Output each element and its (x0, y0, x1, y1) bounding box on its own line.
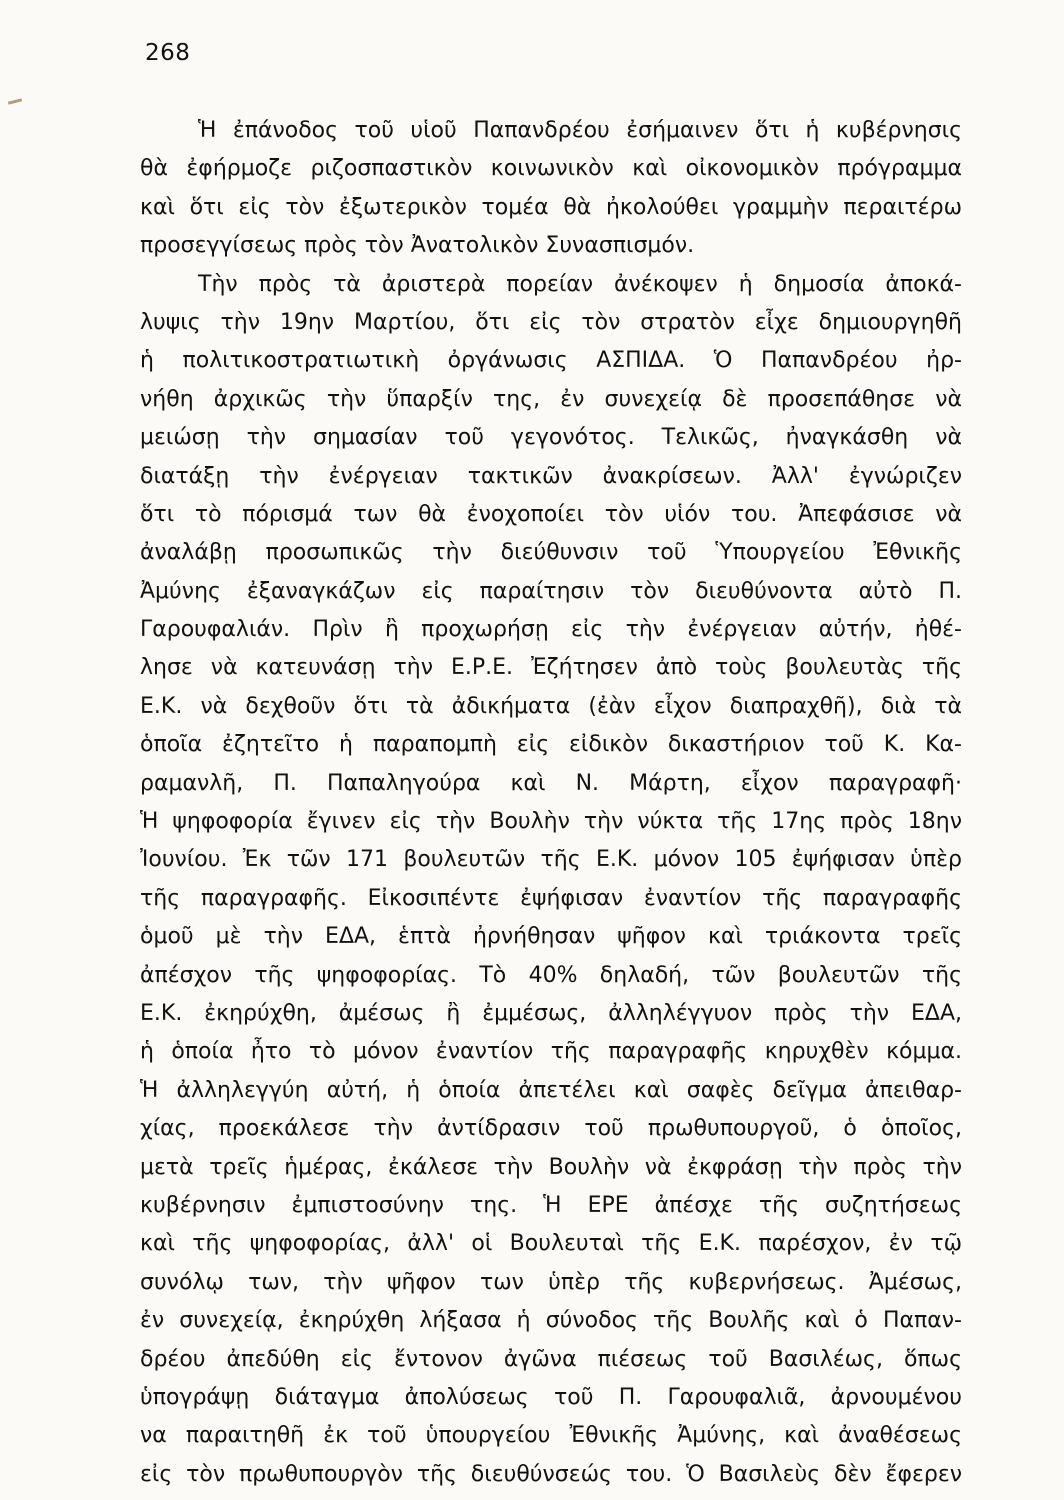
text-line: συνόλῳ των, τὴν ψῆφον των ὑπὲρ τῆς κυβερνήσεως. Ἀμέσως, (140, 1269, 962, 1295)
text-line: Ἡ ψηφοφορία ἔγινεν εἰς τὴν Βουλὴν τὴν νύκτα τῆς 17ης πρὸς 18ην (140, 809, 962, 835)
text-line: ραμανλῆ, Π. Παπαληγούρα καὶ Ν. Μάρτη, εἶχον παραγραφῆ· (140, 770, 962, 796)
text-line: ὁποῖα ἐζητεῖτο ἡ παραπομπὴ εἰς εἰδικὸν δικαστήριον τοῦ Κ. Κα- (140, 732, 962, 758)
text-line: να παραιτηθῆ ἐκ τοῦ ὑπουργείου Ἐθνικῆς Ἀμύνης, καὶ ἀναθέσεως (140, 1423, 962, 1449)
text-line: εἰς τὸν πρωθυπουργὸν τῆς διευθύνσεώς του. Ὁ Βασιλεὺς δὲν ἔφερεν (140, 1461, 962, 1487)
text-line: λυψις τὴν 19ην Μαρτίου, ὅτι εἰς τὸν στρατὸν εἶχε δημιουργηθῆ (140, 309, 962, 335)
text-line: Ἀμύνης ἐξαναγκάζων εἰς παραίτησιν τὸν διευθύνοντα αὐτὸ Π. (140, 578, 962, 604)
text-line: διατάξῃ τὴν ἐνέργειαν τακτικῶν ἀνακρίσεων. Ἀλλ' ἐγνώριζεν (140, 463, 962, 489)
text-line: ἀπέσχον τῆς ψηφοφορίας. Τὸ 40% δηλαδή, τῶν βουλευτῶν τῆς (140, 962, 962, 988)
text-line: κυβέρνησιν ἐμπιστοσύνην της. Ἡ ΕΡΕ ἀπέσχε τῆς συζητήσεως (140, 1192, 962, 1218)
text-line: Τὴν πρὸς τὰ ἀριστερὰ πορείαν ἀνέκοψεν ἡ δημοσία ἀποκά- (198, 271, 962, 297)
text-line: λησε νὰ κατευνάσῃ τὴν Ε.Ρ.Ε. Ἐζήτησεν ἀπὸ τοὺς βουλευτὰς τῆς (140, 655, 962, 681)
body-text (140, 112, 962, 1494)
text-line: Γαρουφαλιάν. Πρὶν ἢ προχωρήσῃ εἰς τὴν ἐνέργειαν αὐτήν, ἠθέ- (140, 617, 962, 643)
text-line: προσεγγίσεως πρὸς τὸν Ἀνατολικὸν Συνασπισμόν. (140, 233, 695, 259)
text-line: χίας, προεκάλεσε τὴν ἀντίδρασιν τοῦ πρωθυπουργοῦ, ὁ ὁποῖος, (140, 1116, 962, 1142)
text-line: ὅτι τὸ πόρισμά των θὰ ἐνοχοποίει τὸν υἱόν του. Ἀπεφάσισε νὰ (140, 501, 962, 527)
text-line: ἀναλάβῃ προσωπικῶς τὴν διεύθυνσιν τοῦ Ὑπουργείου Ἐθνικῆς (140, 540, 962, 566)
margin-mark (8, 98, 22, 104)
text-line: μειώσῃ τὴν σημασίαν τοῦ γεγονότος. Τελικῶς, ἠναγκάσθη νὰ (140, 425, 962, 451)
text-line: ἐν συνεχείᾳ, ἐκηρύχθη λήξασα ἡ σύνοδος τῆς Βουλῆς καὶ ὁ Παπαν- (140, 1308, 962, 1334)
text-line: Ε.Κ. ἐκηρύχθη, ἀμέσως ἢ ἐμμέσως, ἀλληλέγγυον πρὸς τὴν ΕΔΑ, (140, 1000, 962, 1026)
text-line: νήθη ἀρχικῶς τὴν ὕπαρξίν της, ἐν συνεχείᾳ δὲ προσεπάθησε νὰ (140, 386, 962, 412)
text-line: θὰ ἐφήρμοζε ριζοσπαστικὸν κοινωνικὸν καὶ οἰκονομικὸν πρόγραμμα (140, 156, 962, 182)
text-line: καὶ ὅτι εἰς τὸν ἐξωτερικὸν τομέα θὰ ἠκολούθει γραμμὴν περαιτέρω (140, 194, 962, 220)
text-line: Ἡ ἐπάνοδος τοῦ υἱοῦ Παπανδρέου ἐσήμαινεν ὅτι ἡ κυβέρνησις (198, 118, 962, 143)
text-line: μετὰ τρεῖς ἡμέρας, ἐκάλεσε τὴν Βουλὴν νὰ ἐκφράσῃ τὴν πρὸς τὴν (140, 1154, 962, 1180)
text-line: Ε.Κ. νὰ δεχθοῦν ὅτι τὰ ἀδικήματα (ἐὰν εἶχον διαπραχθῆ), διὰ τὰ (140, 693, 962, 719)
text-line: ὑπογράψῃ διάταγμα ἀπολύσεως τοῦ Π. Γαρουφαλιᾶ, ἀρνουμένου (140, 1384, 962, 1410)
text-line: Ἡ ἀλληλεγγύη αὐτή, ἡ ὁποία ἀπετέλει καὶ σαφὲς δεῖγμα ἀπειθαρ- (140, 1077, 962, 1103)
text-line: ὁμοῦ μὲ τὴν ΕΔΑ, ἑπτὰ ἠρνήθησαν ψῆφον καὶ τριάκοντα τρεῖς (140, 924, 962, 950)
text-line: δρέου ἀπεδύθη εἰς ἔντονον ἀγῶνα πιέσεως τοῦ Βασιλέως, ὅπως (140, 1346, 962, 1372)
page-number: 268 (145, 40, 191, 66)
text-line: ἡ πολιτικοστρατιωτικὴ ὀργάνωσις ΑΣΠΙΔΑ. Ὁ Παπανδρέου ἠρ- (140, 348, 962, 374)
text-line: ἡ ὁποία ἦτο τὸ μόνον ἐναντίον τῆς παραγραφῆς κηρυχθὲν κόμμα. (140, 1039, 962, 1065)
text-line: Ἰουνίου. Ἐκ τῶν 171 βουλευτῶν τῆς Ε.Κ. μόνον 105 ἐψήφισαν ὑπὲρ (140, 847, 962, 873)
text-line: τῆς παραγραφῆς. Εἰκοσιπέντε ἐψήφισαν ἐναντίον τῆς παραγραφῆς (140, 885, 962, 911)
text-line: καὶ τῆς ψηφοφορίας, ἀλλ' οἱ Βουλευταὶ τῆς Ε.Κ. παρέσχον, ἐν τῷ (140, 1231, 962, 1257)
